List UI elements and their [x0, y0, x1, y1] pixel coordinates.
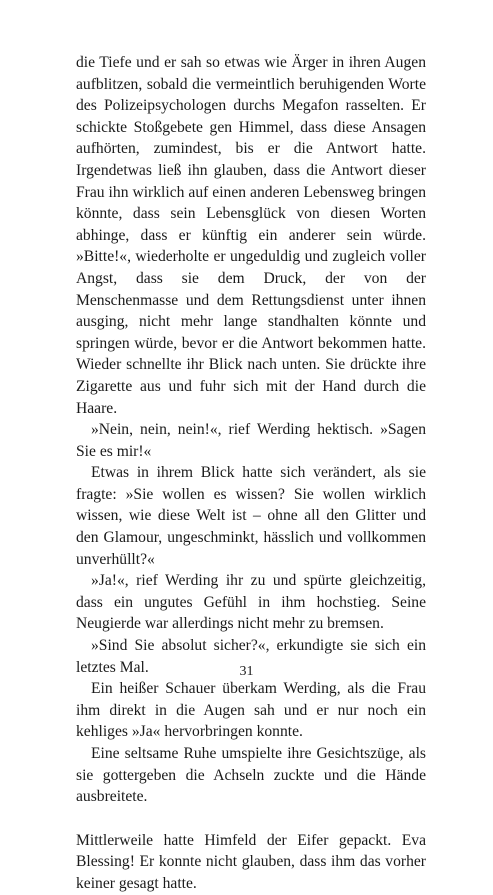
paragraph-sicher: »Sind Sie absolut sicher?«, erkundigte sie sich ein letztes Mal. [76, 637, 426, 676]
paragraph-ja: »Ja!«, rief Werding ihr zu und spürte gleichzeitig, dass ein ungutes Gefühl in ihm hochstieg. Seine Neugierde war allerdings nicht mehr zu bremsen. [76, 572, 426, 633]
body-text [76, 52, 426, 895]
paragraph-nein: »Nein, nein, nein!«, rief Werding hektisch. »Sagen Sie es mir!« [76, 421, 426, 460]
paragraph-schauer: Ein heißer Schauer überkam Werding, als die Frau ihm direkt in die Augen sah und er nur noch ein kehliges »Ja« hervorbringen konnte. [76, 680, 426, 741]
paragraph-ruhe: Eine seltsame Ruhe umspielte ihre Gesichtszüge, als sie gottergeben die Achseln zuckte und die Hände ausbreitete. [76, 745, 426, 806]
paragraph-himfeld: Mittlerweile hatte Himfeld der Eifer gepackt. Eva Blessing! Er konnte nicht glauben, dass ihm das vorher keiner gesagt hatte. [76, 831, 426, 892]
paragraph-blick-veraendert: Etwas in ihrem Blick hatte sich verändert, als sie fragte: »Sie wollen es wissen? Sie wollen wirklich wissen, wie diese Welt ist – ohne all den Glitter und den Glamour, ungeschminkt, hässlich und vollkommen unverhüllt?« [76, 464, 426, 568]
page-number: 31 [239, 664, 254, 679]
paragraph-continuation: die Tiefe und er sah so etwas wie Ärger in ihren Augen aufblitzen, sobald die vermeintlich beruhigenden Worte des Polizeipsychologen durchs Megafon rasselten. Er schickte Stoßgebete gen Himmel, dass diese Ansagen aufhörten, zumindest, bis er die Antwort hatte. Irgendetwas ließ ihn glauben, dass die Antwort dieser Frau ihn wirklich auf einen anderen Lebensweg bringen könnte, dass sein Lebensglück von diesen Worten abhinge, dass er künftig ein anderer sein würde. »Bitte!«, wiederholte er ungeduldig und zugleich voller Angst, dass sie dem Druck, der von der Menschenmasse und dem Rettungsdienst unter ihnen ausging, nicht mehr lange standhalten könnte und springen würde, bevor er die Antwort bekommen hatte. Wieder schnellte ihr Blick nach unten. Sie drückte ihre Zigarette aus und fuhr sich mit der Hand durch die Haare. [76, 54, 426, 417]
